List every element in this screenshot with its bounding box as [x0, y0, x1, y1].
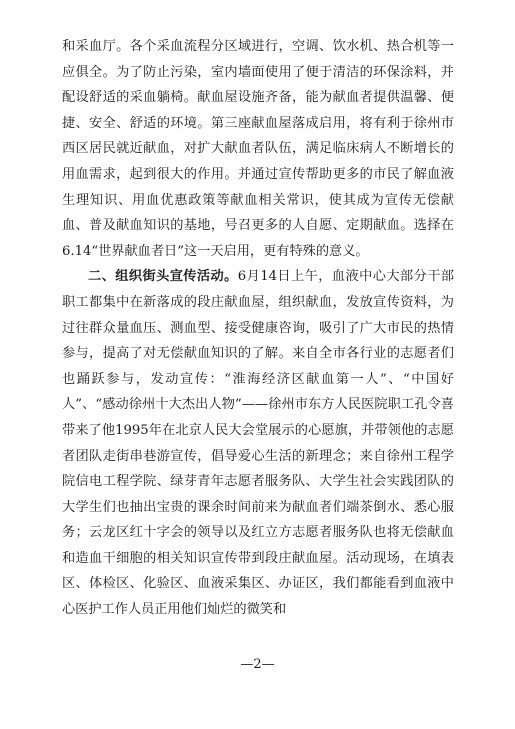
paragraph-2-body: 6月14日上午，血液中心大部分干部职工都集中在新落成的段庄献血屋，组织献血，发放宣传资料，为过往群众量血压、测血型、接受健康咨询，吸引了广大市民的热情参与，提高了对无偿献血知识的了解。来自全市各行业的志愿者们也踊跃参与，发动宣传：“淮海经济区献血第一人”、“中国好人”、“感动徐州十大杰出人物”——徐州市东方人民医院职工孔令喜带来了他1995年在北京人民大会堂展示的心愿旗，并带领他的志愿者团队走街串巷游宣传，倡导爱心生活的新理念；来自徐州工程学院信电工程学院、绿芽青年志愿者服务队、大学生社会实践团队的大学生们也抽出宝贵的课余时间前来为献血者们端茶倒水、悉心服务；云龙区红十字会的领导以及红立方志愿者服务队也将无偿献血和造血干细胞的相关知识宣传带到段庄献血屋。活动现场，在填表区、体检区、化验区、血液采集区、办证区，我们都能看到血液中心医护工作人员正用他们灿烂的微笑和 — [62, 269, 455, 618]
body-text — [62, 34, 454, 623]
paragraph-1: 和采血厅。各个采血流程分区域进行，空调、饮水机、热合机等一应俱全。为了防止污染，室内墙面使用了便于清洁的环保涂料，并配设舒适的采血躺椅。献血屋设施齐备，能为献血者提供温馨、便捷、安全、舒适的环境。第三座献血屋落成启用，将有利于徐州市西区居民就近献血，对扩大献血者队伍，满足临床病人不断增长的用血需求，起到很大的作用。并通过宣传帮助更多的市民了解血液生理知识、用血优惠政策等献血相关常识，使其成为宣传无偿献血、普及献血知识的基地，号召更多的人自愿、定期献血。选择在6.14“世界献血者日”这一天启用，更有特殊的意义。 — [62, 39, 454, 259]
section-heading: 二、组织街头宣传活动。 — [88, 269, 238, 285]
page-number: —2— — [240, 657, 275, 672]
paragraph-2 — [62, 264, 454, 622]
